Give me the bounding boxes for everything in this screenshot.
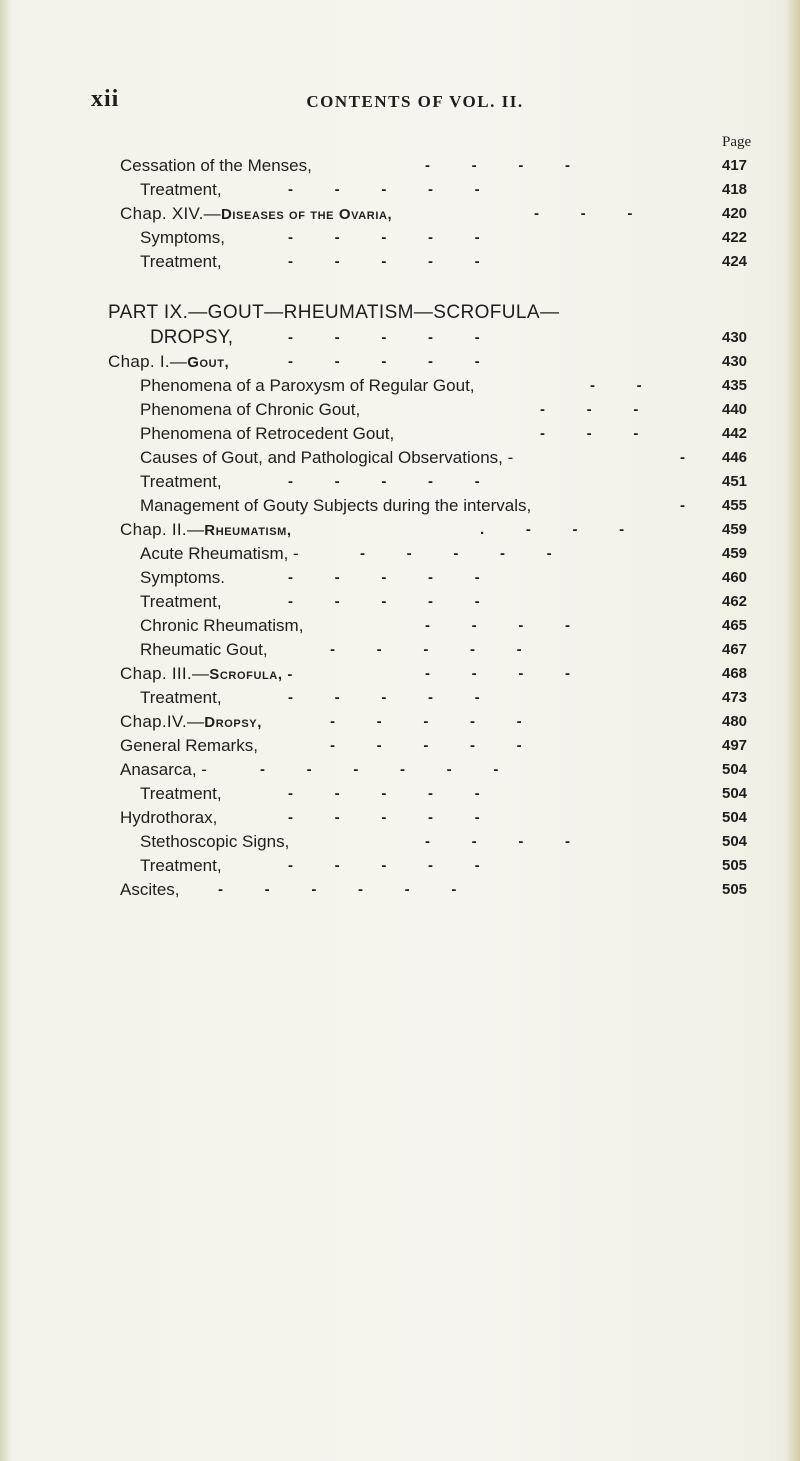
toc-entry-title: Symptoms.: [140, 568, 226, 587]
chapter-prefix: Chap.IV.—: [120, 712, 205, 731]
toc-entry-page: 467: [722, 641, 748, 658]
toc-entry-title: Treatment,: [140, 180, 222, 199]
toc-entry: [0, 566, 800, 590]
toc-entry-page: 418: [722, 181, 748, 198]
toc-entry: [0, 734, 800, 758]
toc-entry-title: Anasarca, -: [120, 760, 207, 779]
page-column-label: Page: [722, 134, 752, 150]
toc-entry-title: [120, 662, 293, 687]
toc-entry-page: 424: [722, 253, 748, 270]
toc-chapter-entry: [0, 662, 800, 686]
dot-leader: - - -: [534, 205, 633, 222]
toc-entry-title: Stethoscopic Signs,: [140, 832, 290, 851]
part-heading-line2: DROPSY,: [150, 327, 234, 348]
toc-entry-title: Treatment,: [140, 688, 222, 707]
chapter-title: Diseases of the Ovaria,: [220, 206, 393, 223]
toc-entry-page: 497: [722, 737, 748, 754]
toc-entry-title: Treatment,: [140, 856, 222, 875]
dot-leader: - - -: [540, 401, 639, 418]
dot-leader: - - - - -: [288, 689, 480, 706]
toc-entry-title: Treatment,: [140, 252, 222, 271]
toc-entry: [0, 638, 800, 662]
toc-entry-page: 459: [722, 521, 748, 538]
toc-entry-title: Treatment,: [140, 592, 222, 611]
dot-leader: - - - - - -: [218, 881, 457, 898]
toc-chapter-entry: [0, 518, 800, 542]
part-heading-continued: [0, 326, 800, 350]
toc-entry: [0, 250, 800, 274]
toc-entry-page: 455: [722, 497, 748, 514]
toc-entry-title: Treatment,: [140, 784, 222, 803]
toc-entry: [0, 830, 800, 854]
toc-entry: [0, 374, 800, 398]
toc-chapter-entry: [0, 350, 800, 374]
toc-chapter-entry: [0, 710, 800, 734]
toc-entry: [0, 154, 800, 178]
toc-entry-title: Rheumatic Gout,: [140, 640, 268, 659]
toc-entry-title: [108, 350, 229, 375]
chapter-prefix: Chap. XIV.—: [120, 204, 221, 223]
toc-entry-page: 504: [722, 761, 748, 778]
dot-leader: - - -: [540, 425, 639, 442]
toc-entry-page: 480: [722, 713, 748, 730]
toc-entry: [0, 422, 800, 446]
dot-leader: . - - -: [480, 521, 625, 538]
toc-entry-title: Management of Gouty Subjects during the intervals,: [140, 496, 532, 515]
toc-entry-page: 430: [722, 353, 748, 370]
toc-entry-page: 435: [722, 377, 748, 394]
toc-entry-page: 446: [722, 449, 748, 466]
dot-leader: - - - - -: [330, 713, 522, 730]
toc-entry-page: 504: [722, 809, 748, 826]
toc-entry: [0, 878, 800, 902]
toc-entry-page: 442: [722, 425, 748, 442]
toc-entry-page: 417: [722, 157, 748, 174]
toc-entry-page: 505: [722, 857, 748, 874]
toc-entry-title: Phenomena of Chronic Gout,: [140, 400, 361, 419]
chapter-title: Scrofula, -: [209, 666, 293, 683]
dot-leader: - - - -: [425, 665, 571, 682]
toc-entry: [0, 782, 800, 806]
toc-entry-title: [120, 710, 262, 735]
page-number: xii: [91, 86, 120, 112]
toc-entry-title: Cessation of the Menses,: [120, 156, 312, 175]
toc-entry-title: Hydrothorax,: [120, 808, 218, 827]
toc-entry-page: 451: [722, 473, 748, 490]
dot-leader: - - - -: [425, 617, 571, 634]
toc-entry: [0, 178, 800, 202]
toc-entry-page: 462: [722, 593, 748, 610]
chapter-title: Rheumatism,: [204, 522, 292, 539]
toc-entry: [0, 226, 800, 250]
toc-entry-page: 460: [722, 569, 748, 586]
toc-entry: [0, 614, 800, 638]
dot-leader: - - - - -: [288, 329, 480, 346]
toc-entry-page: 468: [722, 665, 748, 682]
dot-leader: - - - - -: [360, 545, 552, 562]
toc-entry-title: Causes of Gout, and Pathological Observations, -: [140, 448, 514, 467]
toc-entry-page: 473: [722, 689, 748, 706]
dot-leader: - - - - -: [288, 229, 480, 246]
toc-entry: [0, 686, 800, 710]
toc-entry-page: 504: [722, 785, 748, 802]
chapter-prefix: Chap. II.—: [120, 520, 205, 539]
toc-entry: [0, 494, 800, 518]
dot-leader: - - - - -: [288, 857, 480, 874]
part-heading: PART IX.—GOUT—RHEUMATISM—SCROFULA—: [108, 302, 560, 323]
dot-leader: - - - - -: [330, 737, 522, 754]
dot-leader: - - - - -: [288, 809, 480, 826]
running-title: CONTENTS OF VOL. II.: [306, 92, 524, 111]
toc-entry-title: Ascites,: [120, 880, 180, 899]
toc-entry-title: Symptoms,: [140, 228, 226, 247]
toc-entry-title: [120, 202, 392, 227]
toc-entry-page: 504: [722, 833, 748, 850]
chapter-prefix: Chap. III.—: [120, 664, 210, 683]
dot-leader: - - - - -: [288, 353, 480, 370]
toc-entry-title: [120, 518, 292, 543]
toc-entry-title: Treatment,: [140, 472, 222, 491]
dot-leader: - - - - -: [288, 473, 480, 490]
toc-entry: [0, 470, 800, 494]
dot-leader: - - - -: [425, 833, 571, 850]
toc-entry-page: 440: [722, 401, 748, 418]
toc-entry: [0, 446, 800, 470]
toc-entry-page: 430: [722, 329, 748, 346]
dot-leader: -: [680, 449, 685, 466]
chapter-prefix: Chap. I.—: [108, 352, 188, 371]
dot-leader: - - - - - -: [260, 761, 499, 778]
toc-entry: [0, 590, 800, 614]
toc-entry: [0, 758, 800, 782]
dot-leader: - - - -: [425, 157, 571, 174]
toc-entry: [0, 398, 800, 422]
chapter-title: Gout,: [187, 354, 230, 371]
chapter-title: Dropsy,: [204, 714, 263, 731]
dot-leader: - - - - -: [288, 785, 480, 802]
toc-entry-page: 420: [722, 205, 748, 222]
toc-entry-page: 459: [722, 545, 748, 562]
toc-entry-title: General Remarks,: [120, 736, 258, 755]
toc-entry-page: 505: [722, 881, 748, 898]
dot-leader: - - - - -: [330, 641, 522, 658]
dot-leader: - - - - -: [288, 181, 480, 198]
toc-entry: [0, 854, 800, 878]
toc-entry: [0, 806, 800, 830]
dot-leader: - - - - -: [288, 253, 480, 270]
dot-leader: - - - - -: [288, 593, 480, 610]
toc-entry-title: Phenomena of Retrocedent Gout,: [140, 424, 395, 443]
dot-leader: - - - - -: [288, 569, 480, 586]
toc-entry-page: 422: [722, 229, 748, 246]
dot-leader: -: [680, 497, 685, 514]
toc-entry-title: Acute Rheumatism, -: [140, 544, 299, 563]
toc-entry: [0, 542, 800, 566]
toc-chapter-entry: [0, 202, 800, 226]
toc-entry-title: Phenomena of a Paroxysm of Regular Gout,: [140, 376, 475, 395]
toc-entry-title: Chronic Rheumatism,: [140, 616, 304, 635]
toc-entry-page: 465: [722, 617, 748, 634]
dot-leader: - -: [590, 377, 642, 394]
